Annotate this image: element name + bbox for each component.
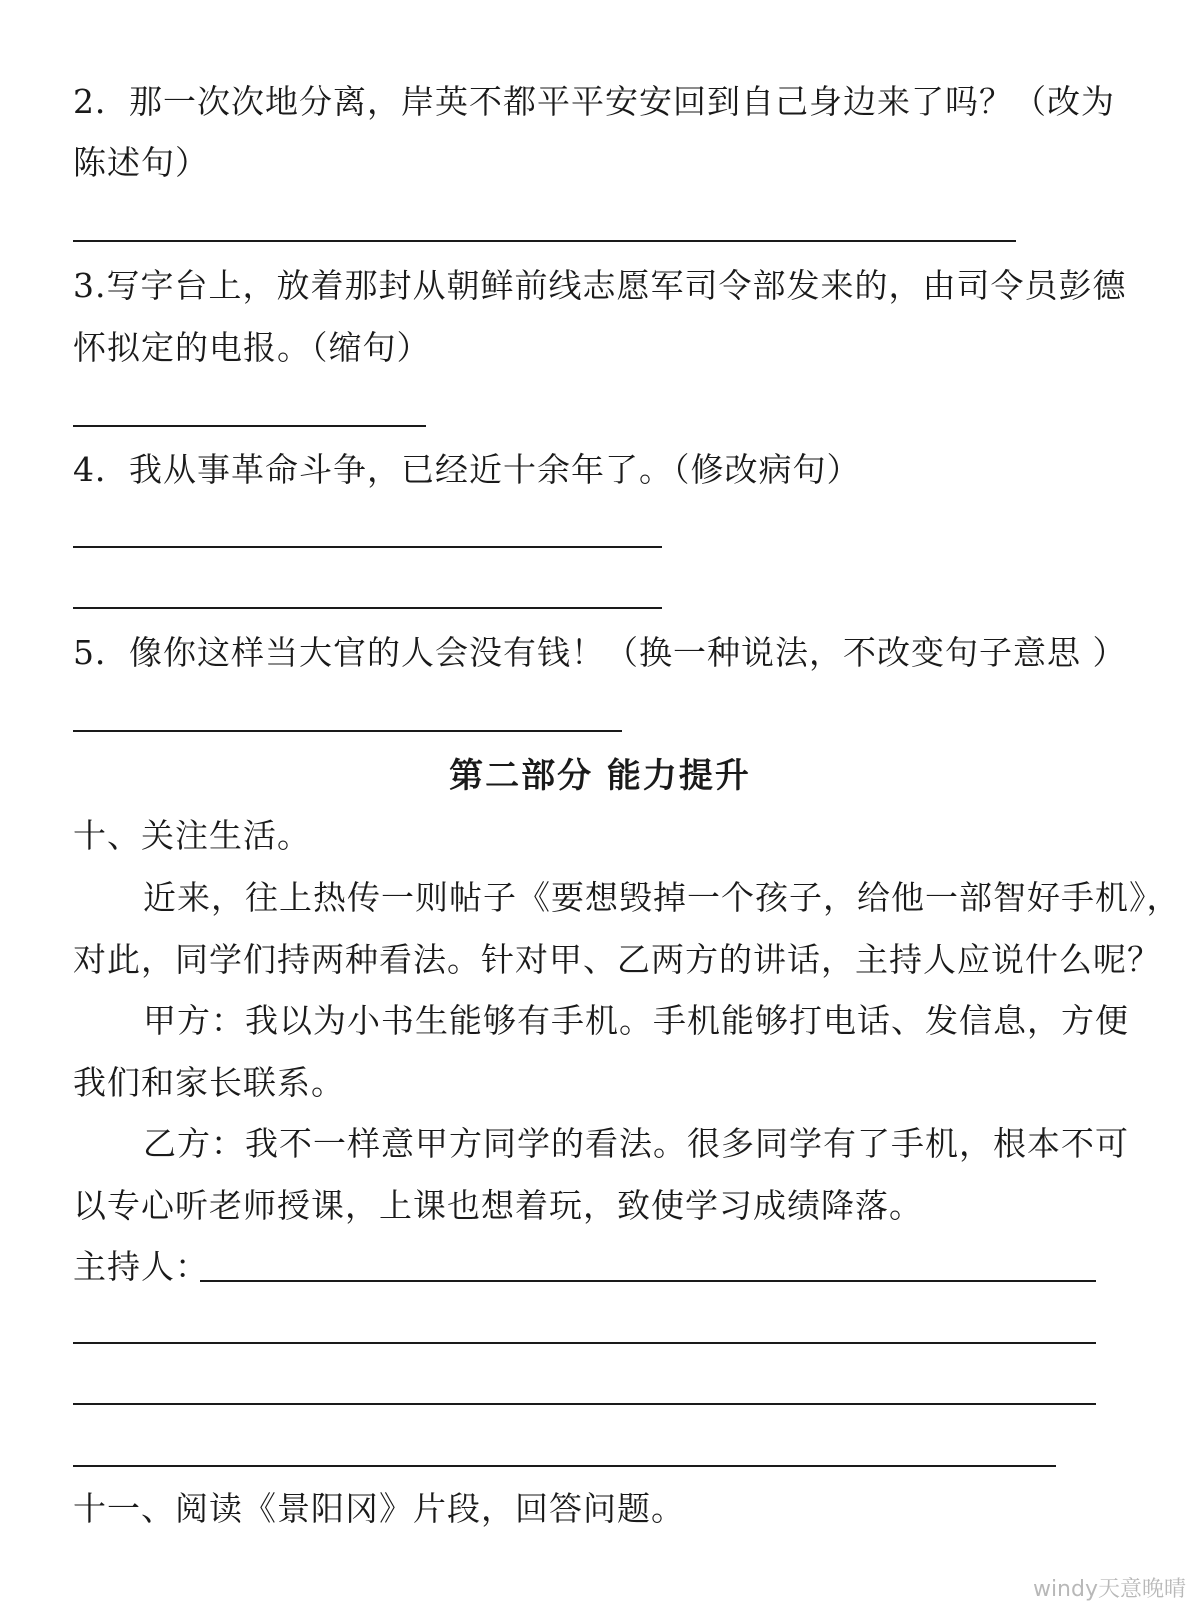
question-3-line-2: 怀拟定的电报。（缩句） [73,328,431,367]
side-b-line-1: 乙方：我不一样意甲方同学的看法。很多同学有了手机，根本不可 [143,1124,1129,1163]
answer-line-q4-a[interactable] [73,546,662,548]
answer-line-host-2[interactable] [73,1342,1096,1344]
host-label: 主持人： [73,1247,209,1286]
answer-line-q3[interactable] [73,425,426,427]
part-2-heading: 第二部分 能力提升 [449,756,751,796]
section-11-title: 十一、阅读《景阳冈》片段，回答问题。 [73,1489,685,1528]
answer-line-q2[interactable] [73,240,1016,242]
answer-line-host-4[interactable] [73,1465,1056,1467]
side-a-line-2: 我们和家长联系。 [73,1063,345,1102]
section-10-intro-line-1: 近来，往上热传一则帖子《要想毁掉一个孩子，给他一部智好手机》， [143,878,1181,917]
question-2-line-2: 陈述句） [73,143,209,182]
answer-line-host-3[interactable] [73,1403,1096,1405]
question-4-line-1: 4．我从事革命斗争，已经近十余年了。（修改病句） [73,450,861,489]
side-b-line-2: 以专心听老师授课，上课也想着玩，致使学习成绩降落。 [73,1186,923,1225]
question-3-line-1: 3.写字台上，放着那封从朝鲜前线志愿军司令部发来的，由司令员彭德 [73,266,1127,305]
answer-line-q5[interactable] [73,730,622,732]
watermark: windy天意晚晴 [1032,1577,1186,1602]
answer-line-q4-b[interactable] [73,607,662,609]
answer-line-host-1[interactable] [200,1280,1096,1282]
section-10-title: 十、关注生活。 [73,816,311,855]
section-10-intro-line-2: 对此，同学们持两种看法。针对甲、乙两方的讲话，主持人应说什么呢？ [73,940,1161,979]
side-a-line-1: 甲方：我以为小书生能够有手机。手机能够打电话、发信息，方便 [143,1001,1129,1040]
question-2-line-1: 2．那一次次地分离，岸英不都平平安安回到自己身边来了吗？（改为 [73,82,1115,121]
question-5-line-1: 5．像你这样当大官的人会没有钱！（换一种说法，不改变句子意思 ） [73,633,1127,672]
